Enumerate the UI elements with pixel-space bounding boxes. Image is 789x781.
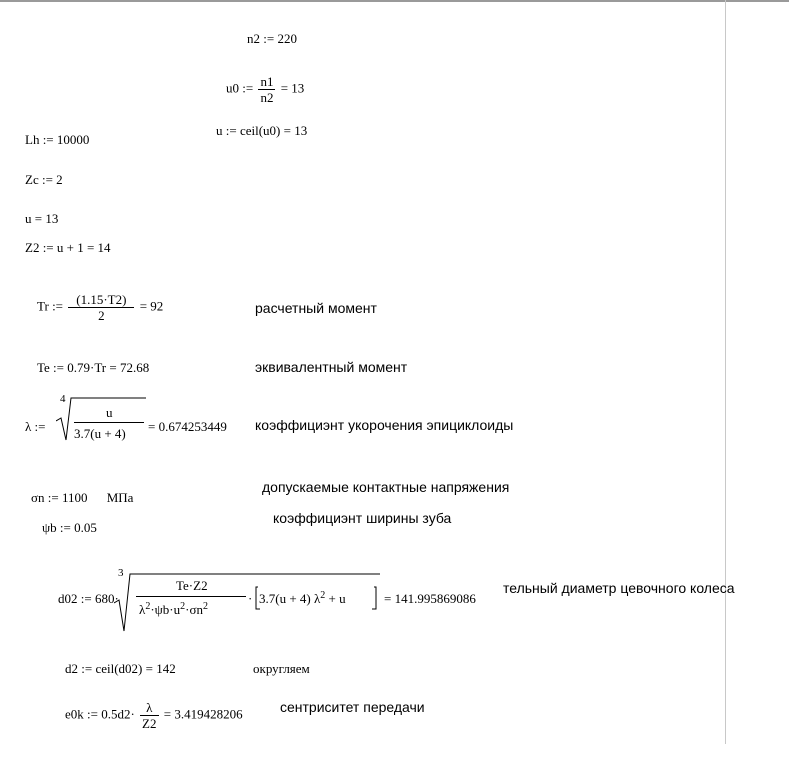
- bracket-content: 3.7(u + 4) $\lambda^2 + u$: [259, 590, 346, 606]
- result-Tr: = 92: [139, 298, 164, 314]
- expr-Z2[interactable]: Z2 := u + 1 = 14: [25, 240, 111, 255]
- result-lambda: = 0.674253449: [148, 419, 227, 434]
- result-u0: = 13: [280, 80, 305, 96]
- numerator: Te·Z2: [176, 578, 208, 593]
- comment-sigma[interactable]: допускаемые контактные напряжения: [262, 479, 510, 495]
- fraction-n1-n2: [258, 74, 275, 105]
- var-lambda: λ :=: [25, 419, 46, 434]
- root-index: 3: [118, 567, 124, 579]
- comment-d2[interactable]: округляем: [253, 661, 310, 676]
- denominator: 2: [98, 308, 105, 323]
- expr-d2[interactable]: d2 := ceil(d02) = 142: [65, 661, 176, 676]
- denominator: $\lambda^2\cdot\psi b\cdot u^2\cdot\sigma n^2$: [139, 601, 208, 617]
- var-Tr: Tr :=: [37, 298, 64, 314]
- expr-Tr[interactable]: [37, 292, 163, 323]
- fraction-bar: [74, 422, 144, 423]
- comment-Te[interactable]: эквивалентный момент: [255, 359, 408, 375]
- expr-sigma[interactable]: [31, 490, 133, 505]
- expr-u0[interactable]: u0 := $\frac{n1}{n2}$ = 13: [226, 74, 305, 105]
- comment-d02[interactable]: тельный диаметр цевочного колеса: [503, 580, 735, 596]
- comment-psi[interactable]: коэффициэнт ширины зуба: [273, 510, 452, 526]
- numerator: n1: [260, 74, 274, 89]
- var-e0k: e0k := 0.5d2·: [65, 706, 135, 722]
- denominator: 3.7(u + 4): [74, 426, 126, 441]
- comment-Tr[interactable]: расчетный момент: [255, 300, 377, 316]
- fraction-e0k: [140, 700, 158, 731]
- root-index: 4: [60, 393, 66, 405]
- result-e0k: = 3.419428206: [163, 706, 243, 722]
- expr-u-ceil[interactable]: u := ceil(u0) = 13: [216, 123, 308, 138]
- sigma-value: σn := 1100: [31, 490, 88, 505]
- window-top-border: [0, 0, 789, 2]
- numerator: (1.15·T2): [68, 292, 134, 308]
- var-d02: d02 := 680·: [58, 591, 119, 606]
- expr-Lh[interactable]: Lh := 10000: [25, 132, 90, 147]
- var-u0: u0: [226, 80, 239, 96]
- denominator: Z2: [142, 716, 157, 731]
- page-right-margin: [725, 0, 726, 744]
- expr-Zc[interactable]: Zc := 2: [25, 172, 63, 187]
- comment-e0k[interactable]: сентриситет передачи: [280, 699, 425, 715]
- var-n2: n2: [247, 31, 260, 46]
- dot-operator: ·: [248, 591, 253, 606]
- assign-op: :=: [263, 31, 275, 46]
- expr-n2[interactable]: [247, 31, 297, 46]
- expr-Te[interactable]: Te := 0.79·Tr = 72.68: [37, 360, 150, 375]
- expr-e0k[interactable]: [65, 700, 243, 731]
- expr-u-eval[interactable]: u = 13: [25, 211, 59, 226]
- unit-mpa: МПа: [106, 490, 134, 505]
- comment-lambda[interactable]: коэффициэнт укорочения эпициклоиды: [255, 417, 514, 433]
- fraction-bar: [136, 596, 246, 597]
- value-n2: 220: [277, 31, 297, 46]
- expr-psi[interactable]: ψb := 0.05: [42, 520, 97, 535]
- denominator: n2: [260, 90, 274, 105]
- fraction-Tr: [68, 292, 134, 323]
- result-d02: = 141.995869086: [384, 591, 476, 606]
- numerator: u: [106, 405, 113, 420]
- numerator: λ: [140, 700, 158, 716]
